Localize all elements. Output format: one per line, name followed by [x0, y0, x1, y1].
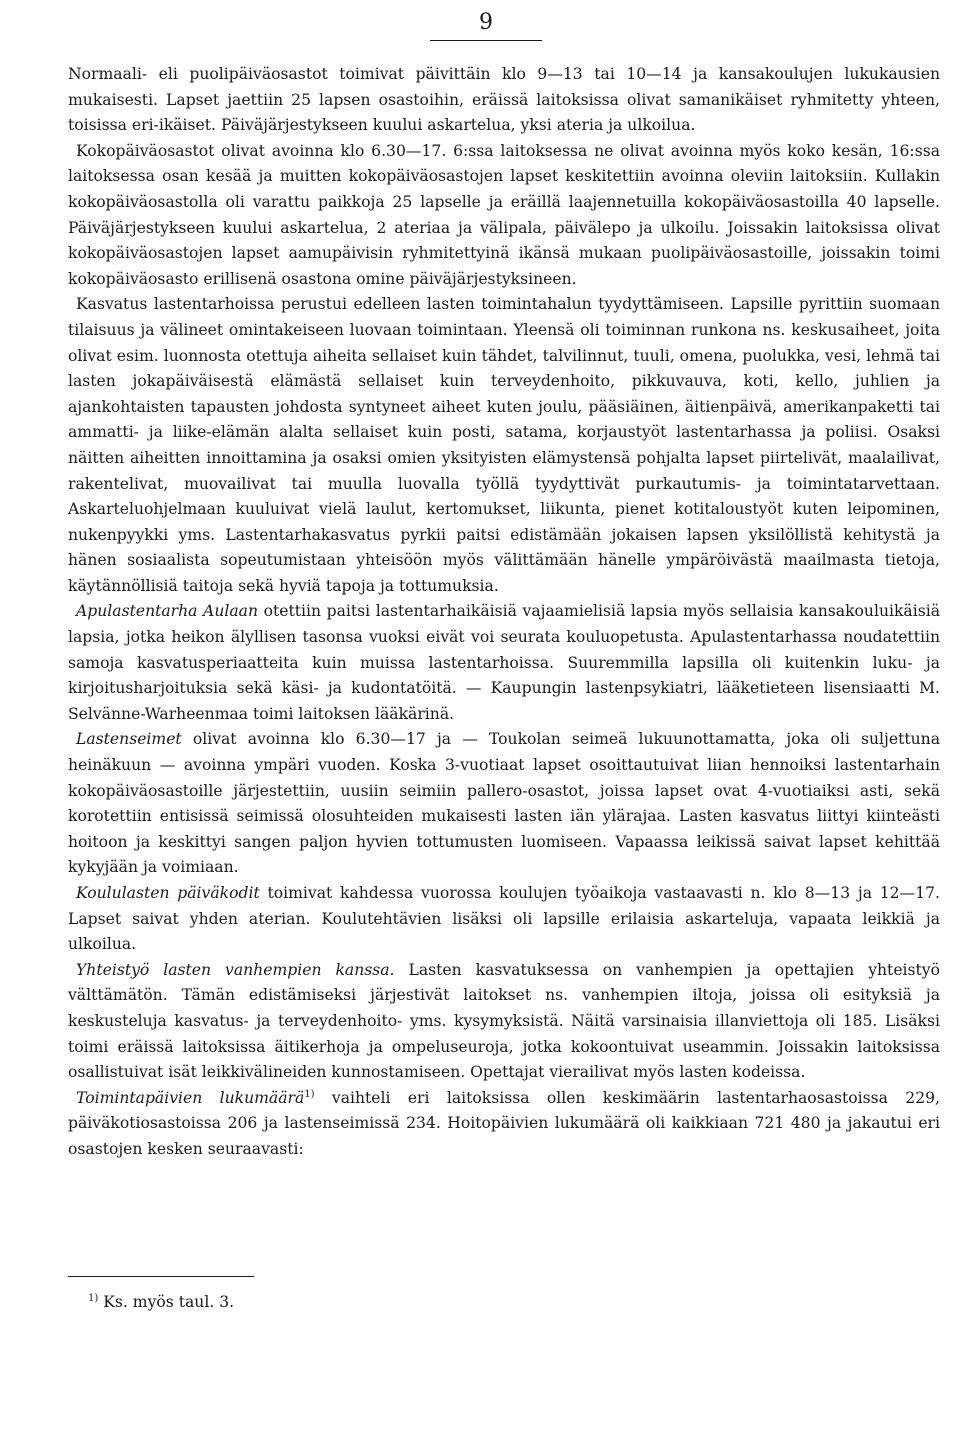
- footnote-marker: 1): [88, 1292, 99, 1304]
- paragraph: [68, 292, 940, 599]
- paragraph: [68, 599, 940, 727]
- paragraph: [68, 62, 940, 139]
- paragraph: [68, 727, 940, 881]
- paragraph: [68, 1086, 940, 1163]
- footnote: [88, 1290, 488, 1314]
- paragraph-text: toimivat kahdessa vuorossa koulujen työaikoja vastaavasti n. klo 8—13 ja 12—17. Lapset saivat yhden aterian. Koulutehtävien lisäksi oli lapsille erilaisia askarteluja, vapaata leikkiä ja ulkoilua.: [68, 884, 940, 954]
- paragraph-text: Lasten kasvatuksessa on vanhempien ja opettajien yhteistyö välttämätön. Tämän edistämiseksi järjestivät laitokset ns. vanhempien iltoja, joissa oli esityksiä ja keskusteluja kasvatus- ja terveydenhoito- yms. kysymyksistä. Näitä varsinaisia illanviettoja oli 185. Lisäksi toimi eräissä laitoksissa äitikerhoja ja ompeluseuroja, jotka kokoontuivat useammin. Joissakin laitoksissa osallistuivat isät leikkivälineiden kunnostamiseen. Opettajat vierailivat myös lasten kodeissa.: [68, 960, 941, 1082]
- paragraph: [68, 139, 940, 293]
- footnote-reference: 1): [304, 1088, 315, 1100]
- footnote-text: Ks. myös taul. 3.: [98, 1293, 235, 1311]
- paragraph-lead-phrase: Lastenseimet: [76, 730, 182, 749]
- body-text: [68, 62, 940, 1163]
- paragraph-text: olivat avoinna klo 6.30—17 ja — Toukolan seimeä lukuunottamatta, joka oli suljettuna heinäkuun — avoinna ympäri vuoden. Koska 3-vuotiaat lapset osoittautuivat liian hennoiksi lastentarhain kokopäiväosastoille järjestettiin, uusiin seimiin pallero-osastot, joissa lapset ovat 4-vuotiaiksi asti, sekä korotettiin entisissä seimissä olosuhteiden mukaisesti lasten iän ylärajaa. Lasten kasvatus liittyi kiinteästi hoitoon ja keskittyi sangen paljon hyvien tottumusten luomiseen. Vapaassa leikissä saivat lapset kehittää kykyjään ja voimiaan.: [68, 730, 940, 877]
- paragraph: [68, 881, 940, 958]
- paragraph-text: Kokopäiväosastot olivat avoinna klo 6.30—17. 6:ssa laitoksessa ne olivat avoinna myös koko kesän, 16:ssa laitoksessa osan kesää ja muitten kokopäiväosastojen lapset keskitettiin avoinna oleviin laitoksiin. Kullakin kokopäiväosastolla oli varattu paikkoja 25 lapselle ja eräillä laajennetuilla kokopäiväosastoilla 40 lapselle. Päiväjärjestykseen kuului askartelua, 2 ateriaa ja välipala, päivälepo ja ulkoilu. Joissakin laitoksissa olivat kokopäiväosastojen lapset aamupäivisin ryhmitettyinä ikänsä mukaan puolipäiväosastoille, joissakin toimi kokopäiväosasto erillisenä osastona omine päiväjärjestyksineen.: [68, 141, 940, 288]
- paragraph-text: otettiin paitsi lastentarhaikäisiä vajaamielisiä lapsia myös sellaisia kansakouluikäisiä lapsia, jotka heikon älyllisen tasonsa vuoksi eivät voi seurata kouluopetusta. Apulastentarhassa noudatettiin samoja kasvatusperiaatteita kuin muissa lastentarhoissa. Suuremmilla lapsilla oli kuitenkin luku- ja kirjoitusharjoituksia sekä käsi- ja kudontatöitä. — Kaupungin lastenpsykiatri, lääketieteen lisensiaatti M. Selvänne-Warheenmaa toimi laitoksen lääkärinä.: [68, 602, 941, 723]
- paragraph-lead-phrase: Yhteistyö lasten vanhempien kanssa.: [76, 960, 395, 979]
- paragraph-text: vaihteli eri laitoksissa ollen keskimäärin lastentarhaosastoissa 229, päiväkotiosastoissa 206 ja lastenseimissä 234. Hoitopäivien lukumäärä oli kaikkiaan 721 480 ja jakautui eri osastojen kesken seuraavasti:: [68, 1088, 940, 1158]
- footnote-rule: [68, 1276, 254, 1277]
- paragraph-text: Kasvatus lastentarhoissa perustui edelleen lasten toimintahalun tyydyttämiseen. Lapsille pyrittiin suomaan tilaisuus ja välineet omintakeiseen luovaan toimintaan. Yleensä oli toiminnan runkona ns. keskusaiheet, joita olivat esim. luonnosta otettuja aiheita sellaiset kuin tähdet, talvilinnut, tuuli, omena, puolukka, vesi, lehmä tai lasten jokapäiväisestä elämästä sellaiset kuin terveydenhoito, pikkuvauva, koti, kello, juhlien ja ajankohtaisten tapausten johdosta syntyneet aiheet kuten joulu, pääsiäinen, äitienpäivä, amerikanpaketti tai ammatti- ja liike-elämän alalta sellaiset kuin posti, satama, korjaustyöt lastentarhassa ja poliisi. Osaksi näitten aiheitten innoittamina ja osaksi omien yksityisten elämystensä pohjalta lapset piirtelivät, maalailivat, rakentelivat, muovailivat tai muulla luovalla työllä tyydyttivät purkautumis- ja toimintatarvettaan. Askarteluohjelmaan kuuluivat vielä laulut, kertomukset, liikunta, pienet kotitaloustyöt kuten leipominen, nukenpyykki yms. Lastentarhakasvatus pyrkii paitsi edistämään jokaisen lapsen yksilöllistä kehitystä ja hänen sosiaalista sopeutumistaan yhteisöön myös välittämään hänelle ympäröivästä maailmasta tietoja, käytännöllisiä taitoja sekä hyviä tapoja ja tottumuksia.: [68, 295, 940, 595]
- paragraph-text: Normaali- eli puolipäiväosastot toimivat päivittäin klo 9—13 tai 10—14 ja kansakoulujen lukukausien mukaisesti. Lapset jaettiin 25 lapsen osastoihin, eräissä laitoksissa olivat samanikäiset ryhmitetty yhteen, toisissa eri-ikäiset. Päiväjärjestykseen kuului askartelua, yksi ateria ja ulkoilua.: [68, 65, 940, 135]
- paragraph-lead-phrase: Toimintapäivien lukumäärä: [76, 1088, 305, 1107]
- paragraph-lead-phrase: Apulastentarha Aulaan: [76, 602, 258, 621]
- page-number: 9: [479, 10, 493, 35]
- paragraph: [68, 958, 940, 1086]
- paragraph-lead-phrase: Koululasten päiväkodit: [76, 884, 260, 902]
- header-rule: [430, 40, 542, 41]
